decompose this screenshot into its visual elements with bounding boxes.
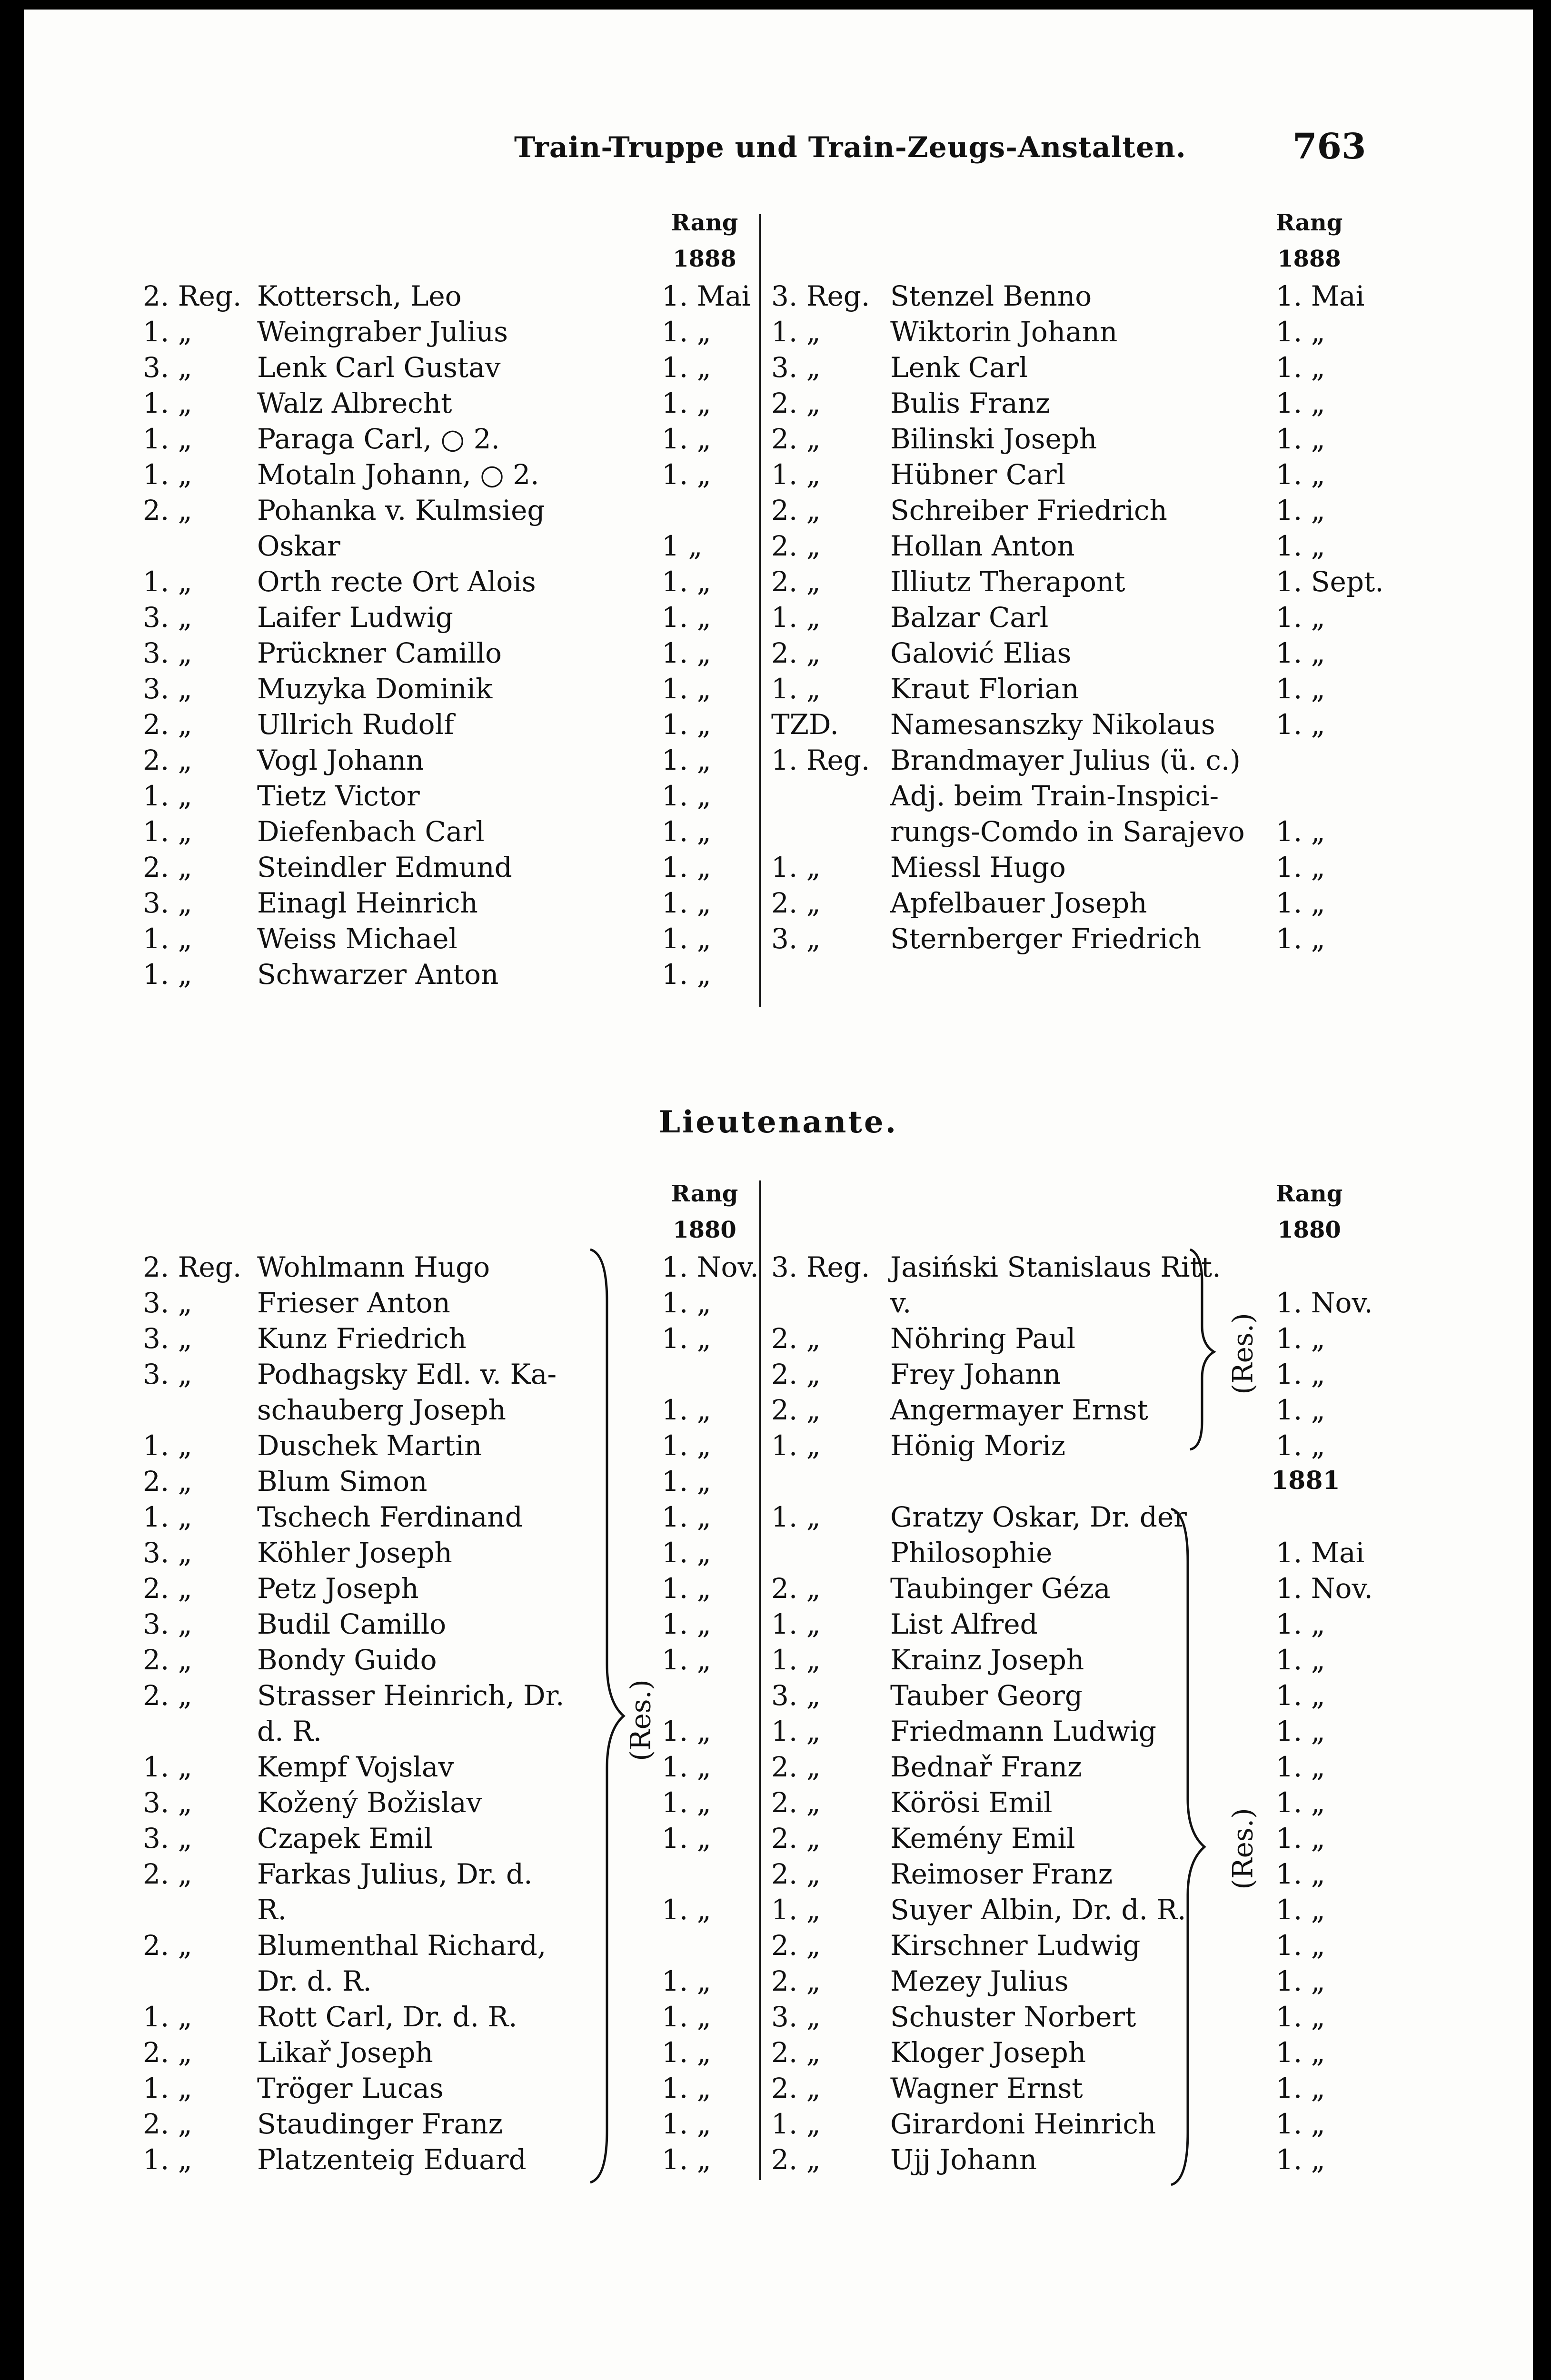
entry-name: Strasser Heinrich, Dr. — [257, 1679, 565, 1712]
entry-rang: 1. „ — [1276, 1965, 1325, 1997]
entry-regiment: 1. „ — [143, 565, 192, 598]
entry-rang: 1. „ — [662, 2072, 711, 2104]
entry-name: Girardoni Heinrich — [890, 2108, 1156, 2140]
entry-name: Lenk Carl — [890, 351, 1028, 384]
brace-right-res-1 — [1185, 1245, 1228, 1454]
entry-rang: 1 „ — [662, 530, 703, 562]
entry-name: Weiss Michael — [257, 922, 457, 955]
entry-regiment: 2. „ — [771, 1786, 821, 1819]
rang-year: 1888 — [673, 246, 736, 272]
entry-regiment: 2. „ — [771, 1322, 821, 1355]
entry-name: Taubinger Géza — [890, 1572, 1111, 1605]
rang-year: 1880 — [673, 1217, 736, 1243]
entry-regiment: 2. „ — [143, 2108, 192, 2140]
section-heading-lieutenante: Lieutenante. — [659, 1104, 898, 1140]
entry-regiment: TZD. — [771, 708, 839, 741]
entry-name: Staudinger Franz — [257, 2108, 503, 2140]
entry-rang: 1. „ — [662, 1287, 711, 1319]
entry-regiment: 2. „ — [771, 387, 821, 419]
entry-name: Tietz Victor — [257, 780, 420, 812]
entry-rang: 1. „ — [662, 1394, 711, 1426]
entry-rang: 1. „ — [662, 815, 711, 848]
entry-name: Budil Camillo — [257, 1608, 447, 1640]
entry-name: Schreiber Friedrich — [890, 494, 1167, 526]
entry-regiment: 1. Reg. — [771, 744, 870, 776]
entry-name: Vogl Johann — [257, 744, 424, 776]
entry-rang: 1. „ — [1276, 815, 1325, 848]
entry-regiment: 1. „ — [143, 958, 192, 991]
entry-regiment: 2. „ — [771, 1358, 821, 1390]
entry-name: Adj. beim Train-Inspici- — [890, 780, 1219, 812]
entry-name: Mezey Julius — [890, 1965, 1069, 1997]
entry-name: Sternberger Friedrich — [890, 922, 1202, 955]
entry-regiment: 2. „ — [143, 494, 192, 526]
entry-rang: 1. „ — [1276, 423, 1325, 455]
entry-rang: 1. „ — [662, 601, 711, 634]
entry-rang: 1. „ — [1276, 316, 1325, 348]
entry-name: Hollan Anton — [890, 530, 1075, 562]
entry-rang: 1. Nov. — [662, 1251, 759, 1283]
entry-regiment: 3. „ — [771, 1679, 821, 1712]
entry-rang: 1. „ — [662, 922, 711, 955]
entry-rang: 1. „ — [662, 673, 711, 705]
entry-regiment: 1. „ — [771, 316, 821, 348]
entry-rang: 1. „ — [1276, 673, 1325, 705]
entry-rang: 1. „ — [1276, 387, 1325, 419]
entry-rang: 1. „ — [1276, 2108, 1325, 2140]
entry-name: Brandmayer Julius (ü. c.) — [890, 744, 1241, 776]
entry-regiment: 3. „ — [143, 1358, 192, 1390]
rang-year: 1888 — [1277, 246, 1341, 272]
entry-name: rungs-Comdo in Sarajevo — [890, 815, 1245, 848]
entry-regiment: 1. „ — [143, 2072, 192, 2104]
entry-name: Frey Johann — [890, 1358, 1061, 1390]
entry-regiment: 2. „ — [143, 1929, 192, 1962]
entry-name: Tauber Georg — [890, 1679, 1083, 1712]
entry-rang: 1. „ — [662, 708, 711, 741]
entry-name: Kempf Vojslav — [257, 1751, 454, 1783]
entry-regiment: 1. „ — [771, 1644, 821, 1676]
entry-regiment: 3. „ — [143, 1322, 192, 1355]
entry-name: Kožený Božislav — [257, 1786, 482, 1819]
entry-rang: 1. „ — [662, 744, 711, 776]
entry-name: Kemény Emil — [890, 1822, 1075, 1854]
entry-regiment: 3. „ — [143, 601, 192, 634]
entry-rang: 1. „ — [662, 1965, 711, 1997]
rang-header-right — [1262, 205, 1357, 277]
entry-rang: 1. „ — [1276, 2036, 1325, 2069]
entry-rang: 1. „ — [662, 887, 711, 919]
column-divider — [759, 214, 761, 1007]
entry-rang: 1. „ — [662, 637, 711, 669]
res-label-left: (Res.) — [624, 1679, 657, 1761]
rang-label: Rang — [1275, 1180, 1343, 1207]
res-label-right-2: (Res.) — [1226, 1808, 1259, 1890]
entry-regiment: 2. „ — [771, 2036, 821, 2069]
entry-name: Frieser Anton — [257, 1287, 450, 1319]
entry-name: Lenk Carl Gustav — [257, 351, 501, 384]
entry-regiment: 2. „ — [143, 1679, 192, 1712]
rang-year-1881: 1881 — [1271, 1466, 1340, 1495]
entry-rang: 1. „ — [1276, 922, 1325, 955]
entry-rang: 1. „ — [1276, 1858, 1325, 1890]
rang-label: Rang — [1275, 209, 1343, 236]
entry-regiment: 1. „ — [143, 316, 192, 348]
entry-regiment: 2. „ — [143, 1572, 192, 1605]
entry-rang: 1. „ — [662, 387, 711, 419]
entry-regiment: 2. „ — [143, 744, 192, 776]
entry-name: Walz Albrecht — [257, 387, 452, 419]
entry-rang: 1. „ — [662, 2036, 711, 2069]
entry-regiment: 2. „ — [143, 2036, 192, 2069]
entry-rang: 1. „ — [1276, 1715, 1325, 1747]
entry-rang: 1. „ — [662, 423, 711, 455]
entry-name: Jasiński Stanislaus Ritt. — [890, 1251, 1221, 1283]
rang-header-left-2 — [657, 1176, 752, 1248]
entry-name: Hönig Moriz — [890, 1429, 1066, 1462]
entry-regiment: 1. „ — [771, 1608, 821, 1640]
entry-regiment: 1. „ — [771, 851, 821, 883]
entry-rang: 1. „ — [1276, 1929, 1325, 1962]
entry-rang: 1. „ — [662, 316, 711, 348]
entry-rang: 1. „ — [1276, 887, 1325, 919]
entry-rang: 1. „ — [1276, 1894, 1325, 1926]
entry-rang: 1. „ — [1276, 1322, 1325, 1355]
entry-regiment: 3. „ — [771, 922, 821, 955]
entry-regiment: 2. „ — [143, 851, 192, 883]
entry-name: Wiktorin Johann — [890, 316, 1118, 348]
entry-regiment: 2. „ — [771, 2072, 821, 2104]
entry-name: Köhler Joseph — [257, 1537, 452, 1569]
entry-rang: 1. „ — [662, 958, 711, 991]
entry-regiment: 2. „ — [771, 1965, 821, 1997]
entry-regiment: 3. „ — [143, 1537, 192, 1569]
page — [24, 10, 1533, 2380]
entry-rang: 1. „ — [1276, 1429, 1325, 1462]
entry-regiment: 3. „ — [143, 637, 192, 669]
entry-rang: 1. „ — [662, 2108, 711, 2140]
entry-regiment: 2. „ — [771, 565, 821, 598]
entry-rang: 1. „ — [662, 1751, 711, 1783]
entry-regiment: 2. „ — [771, 1929, 821, 1962]
entry-rang: 1. „ — [1276, 1358, 1325, 1390]
entry-name: Diefenbach Carl — [257, 815, 485, 848]
entry-regiment: 3. Reg. — [771, 1251, 870, 1283]
entry-name: Schuster Norbert — [890, 2001, 1136, 2033]
entry-name: Suyer Albin, Dr. d. R. — [890, 1894, 1186, 1926]
rang-header-left — [657, 205, 752, 277]
entry-regiment: 1. „ — [771, 1894, 821, 1926]
entry-regiment: 2. „ — [771, 1858, 821, 1890]
entry-rang: 1. „ — [1276, 1751, 1325, 1783]
entry-rang: 1. „ — [1276, 530, 1325, 562]
entry-rang: 1. „ — [1276, 2001, 1325, 2033]
entry-name: Dr. d. R. — [257, 1965, 372, 1997]
entry-rang: 1. „ — [1276, 1679, 1325, 1712]
entry-rang: 1. „ — [662, 565, 711, 598]
entry-name: Laifer Ludwig — [257, 601, 453, 634]
entry-name: Gratzy Oskar, Dr. der — [890, 1501, 1187, 1533]
entry-regiment: 2. „ — [143, 1858, 192, 1890]
entry-rang: 1. „ — [662, 851, 711, 883]
entry-name: Pohanka v. Kulmsieg — [257, 494, 545, 526]
entry-regiment: 2. „ — [771, 887, 821, 919]
column-divider-2 — [759, 1180, 761, 2180]
entry-regiment: 1. „ — [143, 1429, 192, 1462]
entry-regiment: 1. „ — [143, 1501, 192, 1533]
entry-regiment: 3. „ — [143, 351, 192, 384]
entry-rang: 1. „ — [1276, 494, 1325, 526]
entry-name: Illiutz Therapont — [890, 565, 1125, 598]
entry-regiment: 3. Reg. — [771, 280, 870, 312]
entry-name: Bondy Guido — [257, 1644, 437, 1676]
entry-name: Miessl Hugo — [890, 851, 1066, 883]
rang-header-right-2 — [1262, 1176, 1357, 1248]
res-label-right-1: (Res.) — [1226, 1313, 1259, 1395]
entry-rang: 1. „ — [662, 2143, 711, 2176]
entry-name: Platzenteig Eduard — [257, 2143, 527, 2176]
entry-rang: 1. „ — [662, 458, 711, 491]
entry-name: Philosophie — [890, 1537, 1053, 1569]
entry-rang: 1. „ — [662, 1786, 711, 1819]
entry-regiment: 1. „ — [771, 601, 821, 634]
entry-name: Apfelbauer Joseph — [890, 887, 1147, 919]
brace-right-res-2 — [1166, 1504, 1223, 2190]
entry-regiment: 3. „ — [143, 1786, 192, 1819]
entry-name: Schwarzer Anton — [257, 958, 499, 991]
entry-regiment: 2. „ — [771, 1822, 821, 1854]
entry-rang: 1. „ — [662, 1608, 711, 1640]
entry-regiment: 2. „ — [143, 1465, 192, 1497]
entry-name: Motaln Johann, ○ 2. — [257, 458, 539, 491]
entry-rang: 1. Mai — [662, 280, 751, 312]
page-number: 763 — [1292, 126, 1366, 167]
entry-name: Steindler Edmund — [257, 851, 512, 883]
entry-regiment: 1. „ — [143, 780, 192, 812]
entry-regiment: 2. Reg. — [143, 280, 242, 312]
entry-name: Stenzel Benno — [890, 280, 1092, 312]
entry-name: Friedmann Ludwig — [890, 1715, 1157, 1747]
entry-rang: 1. Mai — [1276, 280, 1365, 312]
entry-rang: 1. „ — [1276, 2072, 1325, 2104]
entry-rang: 1. „ — [662, 2001, 711, 2033]
entry-regiment: 1. „ — [143, 423, 192, 455]
entry-name: Bednař Franz — [890, 1751, 1082, 1783]
entry-name: R. — [257, 1894, 287, 1926]
running-header: Train-Truppe und Train-Zeugs-Anstalten. — [514, 131, 1186, 164]
entry-regiment: 1. „ — [143, 2001, 192, 2033]
entry-regiment: 1. „ — [771, 1501, 821, 1533]
entry-rang: 1. „ — [662, 1822, 711, 1854]
entry-name: Balzar Carl — [890, 601, 1049, 634]
entry-rang: 1. „ — [1276, 1822, 1325, 1854]
entry-regiment: 3. „ — [143, 1608, 192, 1640]
entry-name: Rott Carl, Dr. d. R. — [257, 2001, 517, 2033]
entry-regiment: 2. „ — [143, 708, 192, 741]
entry-regiment: 1. „ — [143, 922, 192, 955]
entry-regiment: 2. „ — [771, 530, 821, 562]
entry-name: Einagl Heinrich — [257, 887, 478, 919]
entry-name: Krainz Joseph — [890, 1644, 1084, 1676]
entry-name: Kraut Florian — [890, 673, 1079, 705]
entry-name: Bilinski Joseph — [890, 423, 1097, 455]
entry-regiment: 2. „ — [771, 637, 821, 669]
entry-regiment: 3. „ — [143, 1822, 192, 1854]
entry-name: Kloger Joseph — [890, 2036, 1086, 2069]
entry-rang: 1. „ — [1276, 458, 1325, 491]
entry-regiment: 1. „ — [771, 673, 821, 705]
entry-name: Reimoser Franz — [890, 1858, 1113, 1890]
entry-name: Hübner Carl — [890, 458, 1066, 491]
entry-regiment: 3. „ — [143, 673, 192, 705]
entry-regiment: 1. „ — [143, 387, 192, 419]
entry-rang: 1. „ — [1276, 351, 1325, 384]
entry-name: Blumenthal Richard, — [257, 1929, 547, 1962]
entry-regiment: 1. „ — [143, 1751, 192, 1783]
entry-name: Kunz Friedrich — [257, 1322, 467, 1355]
entry-regiment: 2. „ — [771, 1572, 821, 1605]
entry-rang: 1. „ — [1276, 1394, 1325, 1426]
entry-rang: 1. „ — [662, 1322, 711, 1355]
entry-rang: 1. „ — [1276, 2143, 1325, 2176]
rang-label: Rang — [671, 209, 738, 236]
entry-regiment: 1. „ — [771, 2108, 821, 2140]
entry-name: Nöhring Paul — [890, 1322, 1076, 1355]
entry-name: Galović Elias — [890, 637, 1072, 669]
entry-name: Blum Simon — [257, 1465, 428, 1497]
entry-name: Kottersch, Leo — [257, 280, 462, 312]
entry-regiment: 3. „ — [771, 2001, 821, 2033]
entry-name: Angermayer Ernst — [890, 1394, 1148, 1426]
entry-rang: 1. „ — [662, 1715, 711, 1747]
entry-regiment: 1. „ — [771, 1429, 821, 1462]
entry-regiment: 2. „ — [771, 1394, 821, 1426]
entry-name: Tröger Lucas — [257, 2072, 444, 2104]
entry-regiment: 3. „ — [143, 887, 192, 919]
entry-name: v. — [890, 1287, 912, 1319]
rang-label: Rang — [671, 1180, 738, 1207]
entry-rang: 1. „ — [662, 780, 711, 812]
entry-name: Ullrich Rudolf — [257, 708, 454, 741]
entry-name: Körösi Emil — [890, 1786, 1053, 1819]
entry-name: Muzyka Dominik — [257, 673, 493, 705]
entry-regiment: 2. „ — [771, 423, 821, 455]
entry-rang: 1. „ — [1276, 1786, 1325, 1819]
entry-regiment: 2. Reg. — [143, 1251, 242, 1283]
entry-name: Czapek Emil — [257, 1822, 433, 1854]
entry-rang: 1. „ — [1276, 601, 1325, 634]
entry-name: Wagner Ernst — [890, 2072, 1083, 2104]
entry-name: Prückner Camillo — [257, 637, 502, 669]
entry-regiment: 3. „ — [143, 1287, 192, 1319]
entry-name: Farkas Julius, Dr. d. — [257, 1858, 533, 1890]
entry-name: schauberg Joseph — [257, 1394, 507, 1426]
entry-rang: 1. „ — [1276, 1644, 1325, 1676]
entry-name: List Alfred — [890, 1608, 1038, 1640]
entry-rang: 1. „ — [662, 1572, 711, 1605]
entry-rang: 1. „ — [1276, 851, 1325, 883]
entry-rang: 1. „ — [1276, 637, 1325, 669]
entry-name: Paraga Carl, ○ 2. — [257, 423, 500, 455]
entry-name: Ujj Johann — [890, 2143, 1037, 2176]
entry-regiment: 3. „ — [771, 351, 821, 384]
entry-regiment: 1. „ — [143, 815, 192, 848]
entry-rang: 1. „ — [1276, 708, 1325, 741]
entry-name: Tschech Ferdinand — [257, 1501, 523, 1533]
entry-regiment: 1. „ — [143, 458, 192, 491]
entry-name: Wohlmann Hugo — [257, 1251, 490, 1283]
entry-name: Orth recte Ort Alois — [257, 565, 536, 598]
rang-year: 1880 — [1277, 1217, 1341, 1243]
entry-name: Bulis Franz — [890, 387, 1050, 419]
entry-rang: 1. „ — [662, 1894, 711, 1926]
entry-regiment: 2. „ — [771, 2143, 821, 2176]
entry-rang: 1. Nov. — [1276, 1287, 1373, 1319]
entry-name: Namesanszky Nikolaus — [890, 708, 1215, 741]
entry-regiment: 1. „ — [771, 1715, 821, 1747]
entry-rang: 1. Mai — [1276, 1537, 1365, 1569]
entry-name: d. R. — [257, 1715, 322, 1747]
entry-rang: 1. Nov. — [1276, 1572, 1373, 1605]
entry-rang: 1. „ — [662, 1537, 711, 1569]
entry-name: Duschek Martin — [257, 1429, 482, 1462]
entry-regiment: 2. „ — [143, 1644, 192, 1676]
entry-name: Oskar — [257, 530, 340, 562]
entry-rang: 1. „ — [662, 1429, 711, 1462]
entry-regiment: 2. „ — [771, 1751, 821, 1783]
entry-rang: 1. „ — [1276, 1608, 1325, 1640]
entry-name: Podhagsky Edl. v. Ka- — [257, 1358, 557, 1390]
entry-regiment: 1. „ — [143, 2143, 192, 2176]
entry-rang: 1. „ — [662, 1644, 711, 1676]
entry-rang: 1. „ — [662, 1465, 711, 1497]
entry-name: Kirschner Ludwig — [890, 1929, 1141, 1962]
entry-name: Weingraber Julius — [257, 316, 508, 348]
entry-rang: 1. Sept. — [1276, 565, 1384, 598]
entry-name: Likař Joseph — [257, 2036, 433, 2069]
entry-name: Petz Joseph — [257, 1572, 419, 1605]
entry-rang: 1. „ — [662, 1501, 711, 1533]
entry-regiment: 1. „ — [771, 458, 821, 491]
entry-regiment: 2. „ — [771, 494, 821, 526]
entry-rang: 1. „ — [662, 351, 711, 384]
